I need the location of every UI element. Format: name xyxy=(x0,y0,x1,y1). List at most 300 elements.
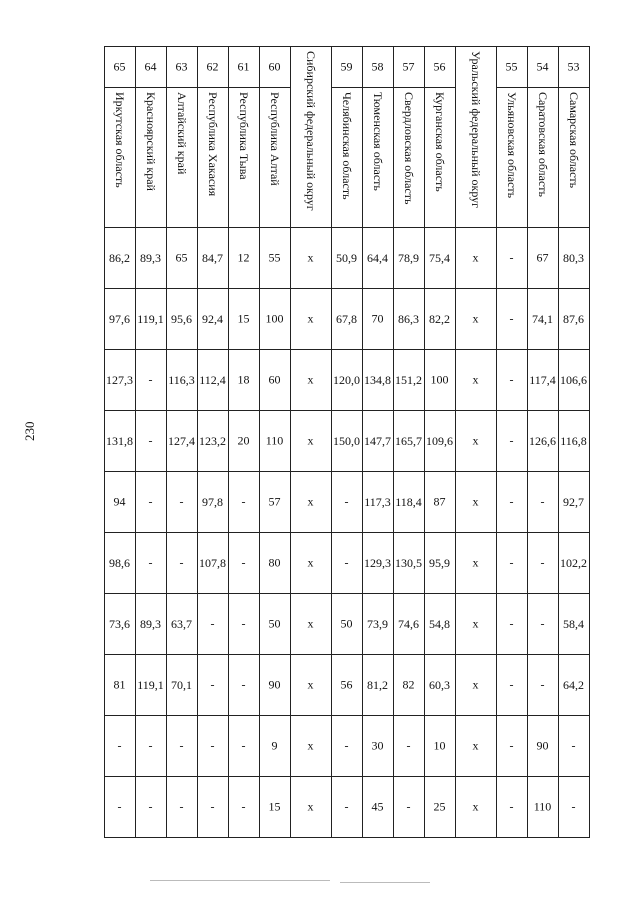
cell-value: 65 xyxy=(176,250,188,265)
cell-value: x xyxy=(473,677,479,692)
region-name-cell: Иркутская область xyxy=(105,88,136,228)
row-number-cell xyxy=(425,47,456,88)
value-cell xyxy=(497,350,528,411)
value-cell xyxy=(167,594,198,655)
cell-value: 109,6 xyxy=(426,433,454,448)
cell-value: 67,8 xyxy=(336,311,358,326)
value-cell xyxy=(363,411,394,472)
cell-value: 55 xyxy=(269,250,281,265)
value-cell xyxy=(456,777,497,838)
region-name-cell: Самарская область xyxy=(559,88,590,228)
value-cell xyxy=(136,594,167,655)
table-row xyxy=(105,47,136,838)
cell-value: x xyxy=(473,372,479,387)
cell-value: 70 xyxy=(372,311,384,326)
value-cell xyxy=(425,655,456,716)
value-cell xyxy=(528,228,559,289)
cell-value: 117,3 xyxy=(364,494,392,509)
cell-value: - xyxy=(180,555,184,570)
cell-value: 84,7 xyxy=(202,250,224,265)
row-number-cell xyxy=(136,47,167,88)
value-cell xyxy=(105,350,136,411)
cell-value: 57 xyxy=(269,494,281,509)
row-number-cell xyxy=(394,47,425,88)
cell-value: - xyxy=(211,616,215,631)
value-cell xyxy=(229,777,260,838)
cell-value: 130,5 xyxy=(395,555,423,570)
value-cell xyxy=(105,716,136,777)
cell-value: 87,6 xyxy=(563,311,585,326)
region-name-cell: Красноярский край xyxy=(136,88,167,228)
cell-value: 78,9 xyxy=(398,250,420,265)
value-cell xyxy=(229,716,260,777)
cell-value: 131,8 xyxy=(106,433,134,448)
value-cell xyxy=(105,411,136,472)
value-cell xyxy=(136,350,167,411)
cell-value: - xyxy=(541,555,545,570)
value-cell xyxy=(559,594,590,655)
cell-value: 94 xyxy=(114,494,126,509)
value-cell xyxy=(105,777,136,838)
value-cell xyxy=(425,533,456,594)
cell-value: 12 xyxy=(238,250,250,265)
value-cell xyxy=(528,716,559,777)
row-number: 65 xyxy=(114,59,126,74)
value-cell xyxy=(167,228,198,289)
cell-value: 60,3 xyxy=(429,677,451,692)
value-cell xyxy=(105,655,136,716)
value-cell xyxy=(136,777,167,838)
cell-value: 90 xyxy=(269,677,281,692)
cell-value: x xyxy=(473,494,479,509)
cell-value: - xyxy=(180,494,184,509)
value-cell xyxy=(394,594,425,655)
cell-value: - xyxy=(407,799,411,814)
region-name-cell: Республика Тыва xyxy=(229,88,260,228)
data-table xyxy=(104,46,590,838)
row-number-cell xyxy=(332,47,363,88)
cell-value: 80,3 xyxy=(563,250,585,265)
value-cell xyxy=(528,594,559,655)
cell-value: - xyxy=(541,677,545,692)
cell-value: 98,6 xyxy=(109,555,131,570)
value-cell xyxy=(497,472,528,533)
cell-value: 129,3 xyxy=(364,555,392,570)
value-cell xyxy=(559,716,590,777)
value-cell xyxy=(198,228,229,289)
value-cell xyxy=(291,594,332,655)
value-cell xyxy=(528,411,559,472)
cell-value: 89,3 xyxy=(140,250,162,265)
row-number-cell xyxy=(559,47,590,88)
cell-value: 95,6 xyxy=(171,311,193,326)
value-cell xyxy=(332,411,363,472)
cell-value: - xyxy=(572,738,576,753)
cell-value: - xyxy=(242,738,246,753)
value-cell xyxy=(229,655,260,716)
row-number: 59 xyxy=(341,59,353,74)
value-cell xyxy=(229,594,260,655)
cell-value: 110 xyxy=(266,433,284,448)
cell-value: - xyxy=(242,677,246,692)
cell-value: - xyxy=(211,677,215,692)
cell-value: 18 xyxy=(238,372,250,387)
value-cell xyxy=(198,350,229,411)
cell-value: x xyxy=(473,616,479,631)
value-cell xyxy=(394,289,425,350)
region-name-cell: Ульяновская область xyxy=(497,88,528,228)
value-cell xyxy=(363,777,394,838)
value-cell xyxy=(394,350,425,411)
value-cell xyxy=(363,594,394,655)
value-cell xyxy=(497,411,528,472)
value-cell xyxy=(559,411,590,472)
cell-value: x xyxy=(473,433,479,448)
cell-value: - xyxy=(180,799,184,814)
cell-value: 58,4 xyxy=(563,616,585,631)
value-cell xyxy=(456,594,497,655)
value-cell xyxy=(105,594,136,655)
value-cell xyxy=(198,472,229,533)
cell-value: - xyxy=(572,799,576,814)
cell-value: 92,7 xyxy=(563,494,585,509)
cell-value: - xyxy=(407,738,411,753)
row-number: 54 xyxy=(537,59,549,74)
value-cell xyxy=(229,472,260,533)
cell-value: 100 xyxy=(431,372,449,387)
cell-value: - xyxy=(541,494,545,509)
cell-value: 127,3 xyxy=(106,372,134,387)
row-number-cell xyxy=(497,47,528,88)
value-cell xyxy=(559,289,590,350)
cell-value: 64,4 xyxy=(367,250,389,265)
cell-value: - xyxy=(149,555,153,570)
value-cell xyxy=(497,655,528,716)
value-cell xyxy=(260,655,291,716)
row-number: 64 xyxy=(145,59,157,74)
value-cell xyxy=(363,533,394,594)
value-cell xyxy=(456,350,497,411)
cell-value: x xyxy=(308,616,314,631)
cell-value: 117,4 xyxy=(529,372,557,387)
cell-value: - xyxy=(345,494,349,509)
cell-value: 134,8 xyxy=(364,372,392,387)
cell-value: 102,2 xyxy=(560,555,588,570)
region-name-cell: Тюменская область xyxy=(363,88,394,228)
cell-value: 97,8 xyxy=(202,494,224,509)
cell-value: - xyxy=(149,799,153,814)
cell-value: 73,6 xyxy=(109,616,131,631)
value-cell xyxy=(291,777,332,838)
cell-value: 64,2 xyxy=(563,677,585,692)
value-cell xyxy=(332,228,363,289)
value-cell xyxy=(167,533,198,594)
value-cell xyxy=(136,716,167,777)
cell-value: - xyxy=(242,494,246,509)
value-cell xyxy=(105,533,136,594)
value-cell xyxy=(332,655,363,716)
cell-value: - xyxy=(149,494,153,509)
row-number: 61 xyxy=(238,59,250,74)
cell-value: 116,8 xyxy=(560,433,588,448)
value-cell xyxy=(559,228,590,289)
value-cell xyxy=(136,655,167,716)
row-number-cell xyxy=(167,47,198,88)
row-number: 56 xyxy=(434,59,446,74)
value-cell xyxy=(394,472,425,533)
table-row xyxy=(136,47,167,838)
row-number: 58 xyxy=(372,59,384,74)
value-cell xyxy=(136,289,167,350)
value-cell xyxy=(136,411,167,472)
table-row xyxy=(260,47,291,838)
value-cell xyxy=(456,716,497,777)
cell-value: 9 xyxy=(272,738,278,753)
value-cell xyxy=(291,716,332,777)
cell-value: - xyxy=(345,738,349,753)
value-cell xyxy=(260,289,291,350)
cell-value: 81,2 xyxy=(367,677,389,692)
cell-value: - xyxy=(510,494,514,509)
value-cell xyxy=(394,533,425,594)
cell-value: 90 xyxy=(537,738,549,753)
cell-value: x xyxy=(308,311,314,326)
value-cell xyxy=(198,716,229,777)
value-cell xyxy=(363,289,394,350)
scan-mark xyxy=(150,880,330,881)
value-cell xyxy=(229,533,260,594)
region-name-cell: Саратовская область xyxy=(528,88,559,228)
table-row xyxy=(394,47,425,838)
value-cell xyxy=(497,594,528,655)
cell-value: 15 xyxy=(269,799,281,814)
cell-value: x xyxy=(473,738,479,753)
value-cell xyxy=(332,777,363,838)
value-cell xyxy=(394,411,425,472)
value-cell xyxy=(456,289,497,350)
cell-value: 116,3 xyxy=(168,372,196,387)
cell-value: 45 xyxy=(372,799,384,814)
value-cell xyxy=(394,655,425,716)
value-cell xyxy=(528,655,559,716)
value-cell xyxy=(105,228,136,289)
cell-value: 106,6 xyxy=(560,372,588,387)
cell-value: 20 xyxy=(238,433,250,448)
row-number: 60 xyxy=(269,59,281,74)
cell-value: x xyxy=(473,250,479,265)
value-cell xyxy=(559,655,590,716)
value-cell xyxy=(260,716,291,777)
cell-value: - xyxy=(510,433,514,448)
cell-value: 87 xyxy=(434,494,446,509)
cell-value: - xyxy=(510,372,514,387)
value-cell xyxy=(291,289,332,350)
row-number-cell xyxy=(105,47,136,88)
cell-value: 63,7 xyxy=(171,616,193,631)
cell-value: x xyxy=(308,799,314,814)
value-cell xyxy=(425,594,456,655)
cell-value: 120,0 xyxy=(333,372,361,387)
cell-value: - xyxy=(149,738,153,753)
value-cell xyxy=(559,777,590,838)
value-cell xyxy=(425,472,456,533)
district-row xyxy=(291,47,332,838)
cell-value: - xyxy=(510,677,514,692)
cell-value: - xyxy=(242,799,246,814)
cell-value: - xyxy=(211,799,215,814)
table-row xyxy=(363,47,394,838)
row-number: 57 xyxy=(403,59,415,74)
value-cell xyxy=(456,472,497,533)
cell-value: x xyxy=(308,433,314,448)
value-cell xyxy=(394,777,425,838)
scan-mark xyxy=(340,882,430,883)
value-cell xyxy=(291,228,332,289)
value-cell xyxy=(291,350,332,411)
cell-value: - xyxy=(510,555,514,570)
value-cell xyxy=(363,350,394,411)
value-cell xyxy=(559,472,590,533)
value-cell xyxy=(394,716,425,777)
value-cell xyxy=(497,289,528,350)
district-row xyxy=(456,47,497,838)
region-name-cell: Свердловская область xyxy=(394,88,425,228)
table-row xyxy=(425,47,456,838)
region-name-cell: Курганская область xyxy=(425,88,456,228)
cell-value: - xyxy=(242,555,246,570)
page-number: 230 xyxy=(22,421,37,441)
value-cell xyxy=(528,350,559,411)
table-row xyxy=(167,47,198,838)
row-number: 53 xyxy=(568,59,580,74)
cell-value: 112,4 xyxy=(199,372,227,387)
cell-value: 119,1 xyxy=(137,677,165,692)
cell-value: 82 xyxy=(403,677,415,692)
cell-value: 151,2 xyxy=(395,372,423,387)
cell-value: 123,2 xyxy=(199,433,227,448)
row-number: 55 xyxy=(506,59,518,74)
table-row xyxy=(198,47,229,838)
value-cell xyxy=(332,533,363,594)
value-cell xyxy=(167,350,198,411)
value-cell xyxy=(497,228,528,289)
cell-value: 95,9 xyxy=(429,555,451,570)
value-cell xyxy=(167,289,198,350)
value-cell xyxy=(497,777,528,838)
cell-value: 127,4 xyxy=(168,433,196,448)
cell-value: 110 xyxy=(534,799,552,814)
value-cell xyxy=(497,716,528,777)
cell-value: 82,2 xyxy=(429,311,451,326)
value-cell xyxy=(363,472,394,533)
value-cell xyxy=(456,533,497,594)
cell-value: x xyxy=(308,677,314,692)
value-cell xyxy=(198,411,229,472)
table-row xyxy=(332,47,363,838)
value-cell xyxy=(260,594,291,655)
cell-value: x xyxy=(308,555,314,570)
cell-value: - xyxy=(345,799,349,814)
value-cell xyxy=(332,350,363,411)
cell-value: 73,9 xyxy=(367,616,389,631)
value-cell xyxy=(425,411,456,472)
cell-value: 74,6 xyxy=(398,616,420,631)
district-name-cell: Уральский федеральный округ xyxy=(456,47,497,228)
table-row xyxy=(559,47,590,838)
cell-value: 107,8 xyxy=(199,555,227,570)
value-cell xyxy=(332,716,363,777)
value-cell xyxy=(332,289,363,350)
region-name-cell: Алтайский край xyxy=(167,88,198,228)
value-cell xyxy=(136,228,167,289)
value-cell xyxy=(260,533,291,594)
region-name-cell: Челябинская область xyxy=(332,88,363,228)
district-name-cell: Сибирский федеральный округ xyxy=(291,47,332,228)
row-number: 63 xyxy=(176,59,188,74)
cell-value: x xyxy=(308,250,314,265)
cell-value: - xyxy=(345,555,349,570)
cell-value: 92,4 xyxy=(202,311,224,326)
cell-value: 60 xyxy=(269,372,281,387)
cell-value: 89,3 xyxy=(140,616,162,631)
value-cell xyxy=(456,228,497,289)
value-cell xyxy=(229,289,260,350)
value-cell xyxy=(528,533,559,594)
value-cell xyxy=(291,533,332,594)
cell-value: - xyxy=(118,799,122,814)
value-cell xyxy=(136,533,167,594)
cell-value: 81 xyxy=(114,677,126,692)
cell-value: 86,2 xyxy=(109,250,131,265)
cell-value: - xyxy=(510,250,514,265)
value-cell xyxy=(394,228,425,289)
value-cell xyxy=(456,411,497,472)
cell-value: - xyxy=(180,738,184,753)
cell-value: - xyxy=(211,738,215,753)
value-cell xyxy=(229,350,260,411)
value-cell xyxy=(497,533,528,594)
cell-value: - xyxy=(510,799,514,814)
value-cell xyxy=(260,228,291,289)
value-cell xyxy=(332,594,363,655)
cell-value: 75,4 xyxy=(429,250,451,265)
cell-value: 70,1 xyxy=(171,677,193,692)
row-number-cell xyxy=(260,47,291,88)
value-cell xyxy=(528,777,559,838)
row-number-cell xyxy=(528,47,559,88)
value-cell xyxy=(167,411,198,472)
cell-value: 15 xyxy=(238,311,250,326)
cell-value: 30 xyxy=(372,738,384,753)
cell-value: 80 xyxy=(269,555,281,570)
cell-value: 150,0 xyxy=(333,433,361,448)
value-cell xyxy=(260,777,291,838)
table-row xyxy=(229,47,260,838)
cell-value: 67 xyxy=(537,250,549,265)
value-cell xyxy=(425,289,456,350)
table-body xyxy=(105,47,590,838)
cell-value: 54,8 xyxy=(429,616,451,631)
cell-value: 50,9 xyxy=(336,250,358,265)
table-row xyxy=(528,47,559,838)
cell-value: x xyxy=(473,555,479,570)
cell-value: 147,7 xyxy=(364,433,392,448)
table-row xyxy=(497,47,528,838)
cell-value: 25 xyxy=(434,799,446,814)
value-cell xyxy=(425,777,456,838)
value-cell xyxy=(167,716,198,777)
cell-value: 97,6 xyxy=(109,311,131,326)
